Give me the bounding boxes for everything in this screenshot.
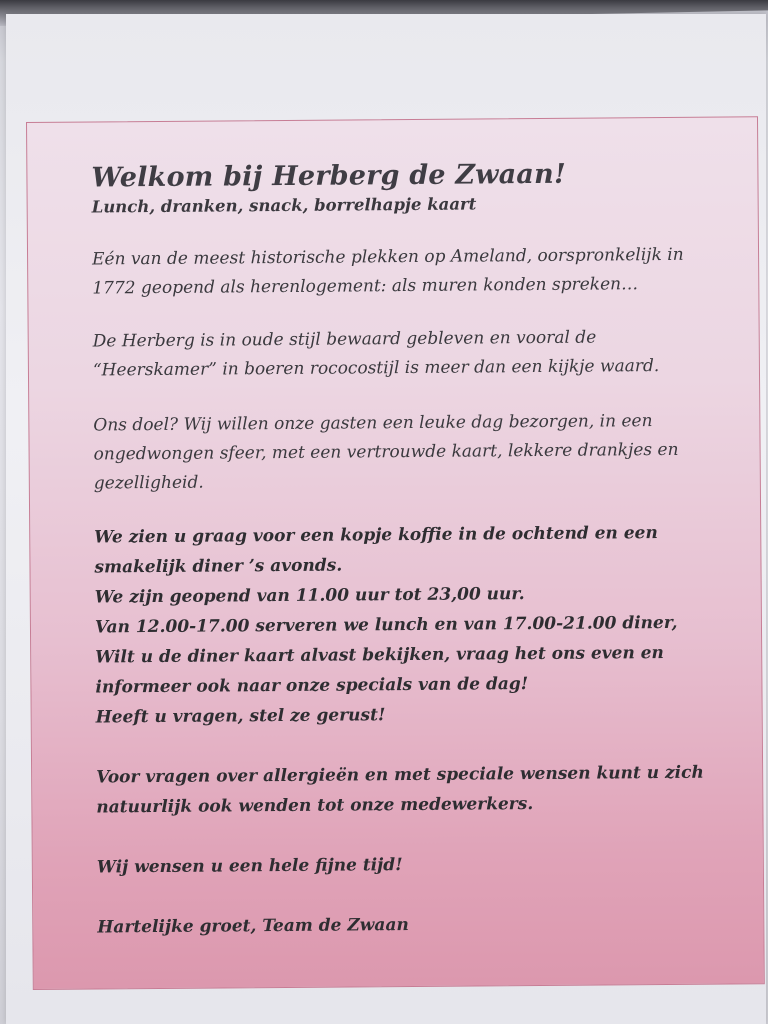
paragraph-line: 1772 geopend als herenlogement: als muren konden spreken… <box>92 274 639 299</box>
paragraph-line: Van 12.00-17.00 serveren we lunch en van 17.00-21.00 diner, <box>94 612 678 638</box>
paragraph-line: natuurlijk ook wenden tot onze medewerkers. <box>96 794 534 818</box>
page-title: Welkom bij Herberg de Zwaan! <box>91 158 567 194</box>
paragraph-line: We zijn geopend van 11.00 uur tot 23,00 uur. <box>94 584 525 608</box>
paragraph-line: gezelligheid. <box>93 472 204 494</box>
menu-content <box>91 157 747 942</box>
paragraph-line: De Herberg is in oude stijl bewaard gebleven en vooral de <box>92 327 597 352</box>
menu-page <box>26 116 765 990</box>
paragraph-signature <box>97 907 747 942</box>
paragraph-wishes <box>97 847 747 882</box>
paragraph-allergies <box>96 757 746 822</box>
paragraph-history <box>92 240 742 303</box>
paragraph-line: ongedwongen sfeer, met een vertrouwde kaart, lekkere drankjes en <box>93 439 679 465</box>
paragraph-goal <box>93 406 744 498</box>
paragraph-line: Eén van de meest historische plekken op Ameland, oorspronkelijk in <box>92 244 684 270</box>
paragraph-line: informeer ook naar onze specials van de dag! <box>95 674 529 698</box>
page-subtitle: Lunch, dranken, snack, borrelhapje kaart <box>91 194 477 217</box>
paragraph-line: Wij wensen u een hele fijne tijd! <box>96 855 403 878</box>
paragraph-line: Ons doel? Wij willen onze gasten een leuke dag bezorgen, in een <box>93 411 653 436</box>
paragraph-style <box>93 322 743 385</box>
paragraph-line: Heeft u vragen, stel ze gerust! <box>95 705 386 728</box>
paragraph-line: smakelijk diner ’s avonds. <box>94 555 343 578</box>
paragraph-line: Wilt u de diner kaart alvast bekijken, vraag het ons even en <box>95 643 664 668</box>
paragraph-opening-hours <box>94 517 746 732</box>
paragraph-line: “Heerskamer” in boeren rococostijl is meer dan een kijkje waard. <box>92 356 660 381</box>
paragraph-line: Hartelijke groet, Team de Zwaan <box>97 915 409 938</box>
paragraph-line: Voor vragen over allergieën en met speciale wensen kunt u zich <box>96 762 704 788</box>
paragraph-line: We zien u graag voor een kopje koffie in de ochtend en een <box>94 523 658 548</box>
